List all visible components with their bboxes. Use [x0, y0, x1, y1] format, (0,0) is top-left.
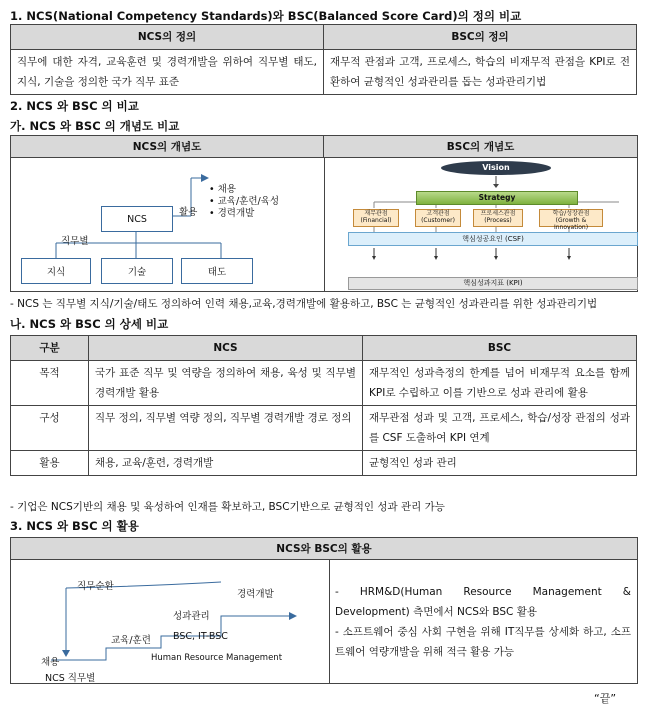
row-bsc: 재무적인 성과측정의 한계를 넘어 비재무적 요소를 함께 KPI로 수립하고 이를 기반으로 성과 관리에 활용: [363, 361, 637, 406]
bsc-strategy: Strategy: [416, 191, 578, 205]
usage-mid-label: BSC, IT-BSC: [173, 631, 228, 642]
bsc-perspective-process: 프로세스관점 (Process): [473, 209, 523, 227]
section1-title: 1. NCS(National Competency Standards)와 BSC(Balanced Score Card)의 정의 비교: [10, 9, 522, 23]
bsc-concept-header: BSC의 개념도: [324, 136, 637, 158]
concept-note: - NCS 는 직무별 지식/기술/태도 정의하여 인력 채용,교육,경력개발에 활용하고, BSC 는 균형적인 성과관리를 위한 성과관리기법: [10, 298, 598, 310]
table-row: [11, 406, 637, 451]
bsc-definition-header: BSC의 정의: [324, 25, 637, 50]
row-bsc: 균형적인 성과 관리: [363, 451, 637, 476]
ncs-knowledge-box: 지식: [21, 258, 91, 284]
ncs-concept-header: NCS의 개념도: [11, 136, 324, 158]
usage-step: 성과관리: [173, 611, 210, 622]
section2-title: 2. NCS 와 BSC 의 비교: [10, 99, 139, 113]
section2b-title: 나. NCS 와 BSC 의 상세 비교: [10, 317, 169, 331]
usage-header: NCS와 BSC의 활용: [11, 538, 637, 560]
row-ncs: 직무 정의, 직무별 역량 정의, 직무별 경력개발 경로 정의: [89, 406, 363, 451]
table-row: [11, 361, 637, 406]
bsc-vision: Vision: [441, 161, 551, 175]
usage-bullets: [335, 582, 631, 662]
bsc-definition-text: 재무적 관점과 고객, 프로세스, 학습의 비재무적 관점을 KPI로 전환하여 균형적인 성과관리를 돕는 성과관리기법: [324, 50, 637, 95]
bsc-perspective-growth: 학습/성장관점 (Growth & Innovation): [539, 209, 603, 227]
row-ncs: 채용, 교육/훈련, 경력개발: [89, 451, 363, 476]
usage-bullet: - HRM&D(Human Resource Management & Development) 측면에서 NCS와 BSC 활용: [335, 586, 631, 618]
table-row: [11, 451, 637, 476]
usage-hrm-label: Human Resource Management: [151, 653, 283, 663]
detail-header-category: 구분: [11, 336, 89, 361]
ncs-definition-header: NCS의 정의: [11, 25, 324, 50]
ncs-bullets: • 채용 • 교육/훈련/육성 • 경력개발: [209, 184, 280, 219]
detail-header-bsc: BSC: [363, 336, 637, 361]
bsc-kpi: 핵심성과지표 (KPI): [348, 277, 638, 290]
usage-table: [10, 537, 638, 684]
detail-note: - 기업은 NCS기반의 채용 및 육성하여 인재를 확보하고, BSC기반으로 균형적인 성과 관리 가능: [10, 501, 445, 513]
usage-bullet: - 소프트웨어 중심 사회 구현을 위해 IT직무를 상세화 하고, 소프트웨어 역량개발을 위해 적극 활용 가능: [335, 626, 631, 658]
ncs-bullet: 경력개발: [217, 208, 255, 219]
row-label: 구성: [11, 406, 89, 451]
ncs-bullet: 교육/훈련/육성: [217, 196, 280, 207]
ncs-center-box: NCS: [101, 206, 173, 232]
row-bsc: 재무관점 성과 및 고객, 프로세스, 학습/성장 관점의 성과를 CSF 도출하여 KPI 연계: [363, 406, 637, 451]
concept-table: [10, 135, 638, 292]
bsc-csf: 핵심성공요인 (CSF): [348, 232, 638, 246]
ncs-bullet: 채용: [217, 184, 236, 195]
ncs-left-label: 직무별: [61, 236, 89, 247]
end-mark: “끝”: [594, 692, 617, 705]
usage-step: 채용: [41, 657, 60, 668]
section3-title: 3. NCS 와 BSC 의 활용: [10, 519, 139, 533]
ncs-skill-box: 기술: [101, 258, 173, 284]
ncs-attitude-box: 태도: [181, 258, 253, 284]
row-ncs: 국가 표준 직무 및 역량을 정의하여 채용, 육성 및 직무별 경력개발 활용: [89, 361, 363, 406]
usage-step: 경력개발: [237, 589, 274, 600]
bsc-perspective-financial: 재무관점 (Financial): [353, 209, 399, 227]
ncs-up-label: 활용: [179, 207, 198, 218]
row-label: 활용: [11, 451, 89, 476]
detail-header-ncs: NCS: [89, 336, 363, 361]
row-label: 목적: [11, 361, 89, 406]
definition-table: [10, 24, 637, 95]
usage-step: 교육/훈련: [111, 635, 151, 646]
usage-loop-label: 직무순환: [77, 581, 114, 592]
detail-table: [10, 335, 637, 476]
usage-bottom-label: NCS 직무별: [45, 673, 96, 684]
section2a-title: 가. NCS 와 BSC 의 개념도 비교: [10, 119, 180, 133]
ncs-definition-text: 직무에 대한 자격, 교육훈련 및 경력개발을 위하여 직무별 태도, 지식, 기술을 정의한 국가 직무 표준: [11, 50, 324, 95]
bsc-perspective-customer: 고객관점 (Customer): [415, 209, 461, 227]
